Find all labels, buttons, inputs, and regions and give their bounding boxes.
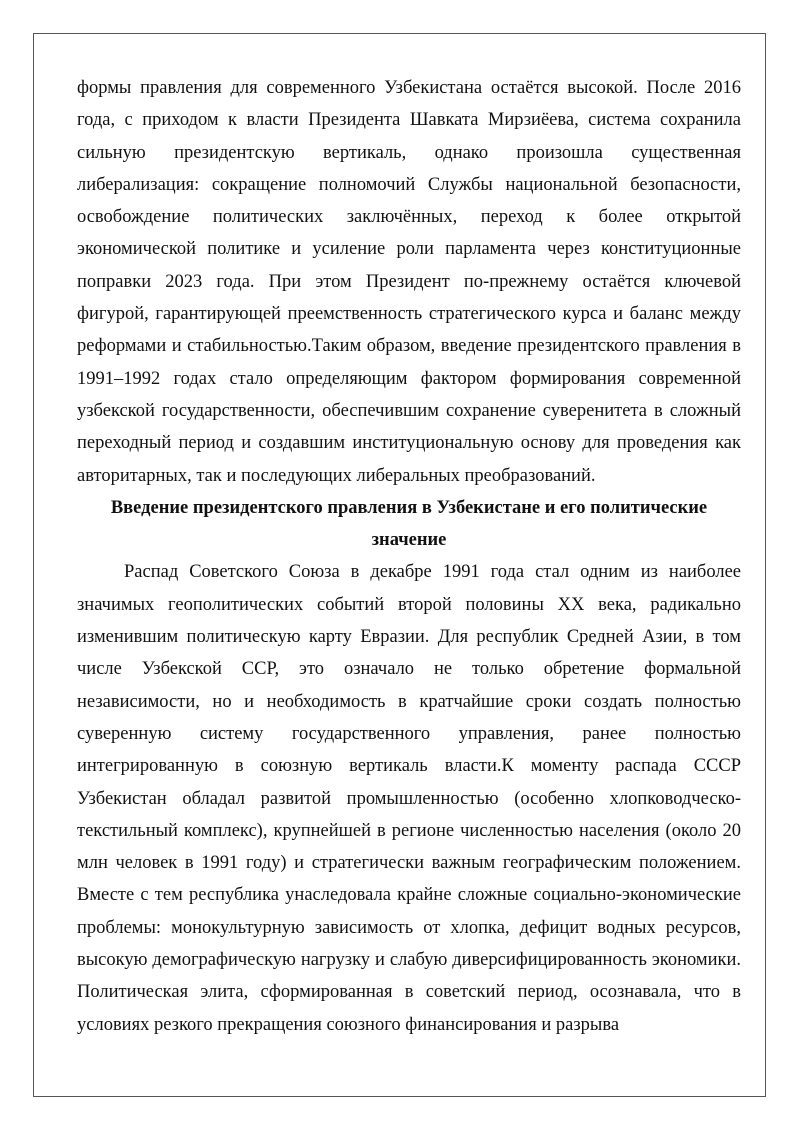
paragraph-conclusion: формы правления для современного Узбекистана остаётся высокой. После 2016 года, с приходом к власти Президента Шавката Мирзиёева, система сохранила сильную президентскую вертикаль, однако произошла существенная либерализация: сокращение полномочий Службы национальной безопасности, освобождение политических заключённых, переход к более открытой экономической политике и усиление роли парламента через конституционные поправки 2023 года. При этом Президент по-прежнему остаётся ключевой фигурой, гарантирующей преемственность стратегического курса и баланс между реформами и стабильностью.Таким образом, введение президентского правления в 1991–1992 годах стало определяющим фактором формирования современной узбекской государственности, обеспечившим сохранение суверенитета в сложный переходный период и создавшим институциональную основу для проведения как авторитарных, так и последующих либеральных преобразований.: [77, 78, 741, 486]
paragraph-introduction: Распад Советского Союза в декабре 1991 года стал одним из наиболее значимых геополитических событий второй половины XX века, радикально изменившим политическую карту Евразии. Для республик Средней Азии, в том числе Узбекской ССР, это означало не только обретение формальной независимости, но и необходимость в кратчайшие сроки создать полностью суверенную систему государственного управления, ранее полностью интегрированную в союзную вертикаль власти.К моменту распада СССР Узбекистан обладал развитой промышленностью (особенно хлопководческо-текстильный комплекс), крупнейшей в регионе численностью населения (около 20 млн человек в 1991 году) и стратегически важным географическим положением. Вместе с тем республика унаследовала крайне сложные социально-экономические проблемы: монокультурную зависимость от хлопка, дефицит водных ресурсов, высокую демографическую нагрузку и слабую диверсифицированность экономики. Политическая элита, сформированная в советский период, осознавала, что в условиях резкого прекращения союзного финансирования и разрыва: [77, 562, 741, 1035]
section-heading: Введение президентского правления в Узбекистане и его политические значение: [110, 497, 708, 551]
document-body: [77, 72, 741, 1041]
